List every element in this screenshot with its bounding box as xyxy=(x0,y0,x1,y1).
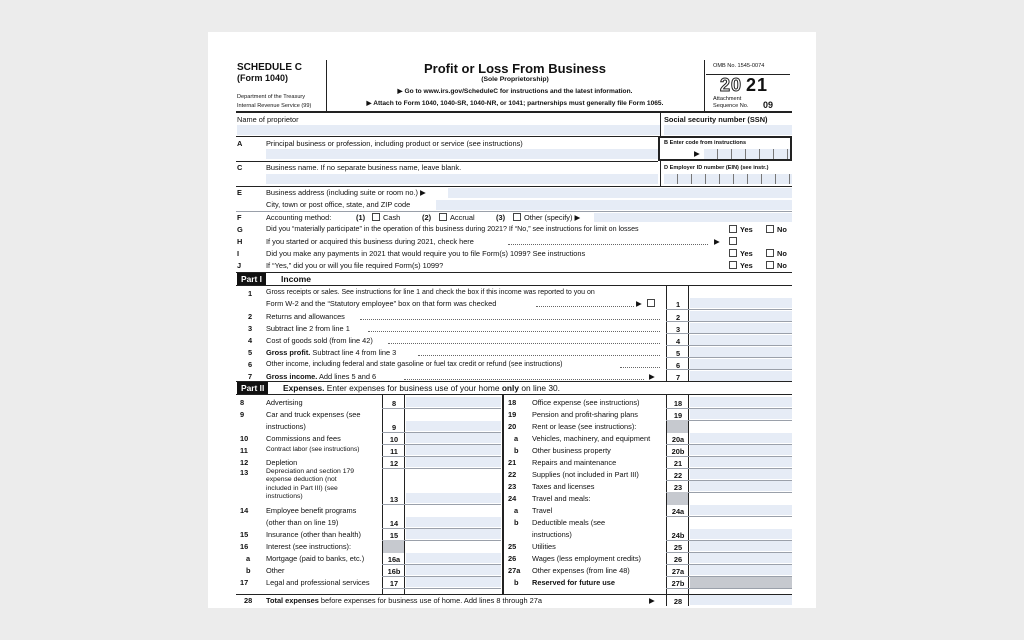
line16b-num: b xyxy=(246,566,251,575)
line14-box-label: 14 xyxy=(389,519,399,528)
line16b-box-label: 16b xyxy=(387,567,401,576)
line1-text-b: Form W-2 and the “Statutory employee” box on that form was checked xyxy=(266,299,497,308)
line27b-num: b xyxy=(514,578,519,587)
line5-text xyxy=(266,348,396,357)
line-e-text2: City, town or post office, state, and ZIP code xyxy=(266,200,411,209)
part2-title-a: Enter expenses for business use of your home xyxy=(326,383,500,393)
line4-text: Cost of goods sold (from line 42) xyxy=(266,336,373,345)
line17-amount[interactable] xyxy=(406,577,501,587)
line16b-amount[interactable] xyxy=(406,565,501,575)
line25-text: Utilities xyxy=(532,542,556,551)
line11-box-label: 11 xyxy=(390,447,398,456)
schedule-c-form: SCHEDULE C (Form 1040) Department of the Treasury Internal Revenue Service (99) Profit or Loss From Business (Sole Proprietorship) ▶ Go to www.irs.gov/ScheduleC for instructions and the latest information. ▶ Attach to Form 1040, 1040-SR, 1040-NR, or 1041; partnerships must generally file Form 1065. OMB No. 1545-0074 20 21 Attachment Sequence No. 09 Name of proprietor Social security number (SSN) A Principal business or profession, including product or service (see instructions) B Enter code from instructions ▶ C Business name. If no separate business name, leave blank. D Employer ID number (EIN) (see instr.) E Business address (including suite or room no.) ▶ City, town or post office, state, and ZIP code F Accounting method: (1) Cash (2) Accrual (3) Other (specify) ▶ G Did you “materially participate” in the operation of this business during 2021? If “No,” see instructions for limit on losses Yes No H If you started or acquired this business during 2021, check here ▶ I Did you make any payments in 2021 that would require you to file Form(s) 1099? See instructions Yes No J If “Yes,” did you or will you file required Form(s) 1099? Yes No Part I Income 1 Gross receipts or sales. See instructions for line 1 and check the box if this income was reported to you on Form W-2 and the “Statutory employee” box on that form was checked ▶ 1 2 Returns and allowances 2 3 Subtract line 2 from line 1 3 4 Cost of goods sold (from line 42) 4 5 Gross profit. Subtract line 4 from line 3 5 6 Other income, including federal and state gasoline or fuel tax credit or refund (see instructions) 6 7 Gross income. Add lines 5 and 6 ▶ 7 Part II Expenses. Enter expenses for business use of your home only on line 30. 28 Total expenses before expenses for business use of home. Add lines 8 through 27a ▶ 28 8 Advertising 8 9 Car and truck expenses (see instructions) 9 10 Commissions and fees 10 11 Contract labor (see instructions) 11 12 Depletion 12 13 Depreciation and section 179 expense deduction (not included in Part III) (see instructions) 13 14 Employee benefit programs (other than on line 19) 14 15 Insurance (other than health) 15 16 Interest (see instructions): a Mortgage (paid to banks, etc.) 16a b Other 16b 17 Legal and professional services 17 18 Office expense (see instructions) 18 19 Pension and profit-sharing plans 19 20 Rent or lease (see instructions): a Vehicles, machinery, and equipment 20a b Other business property 20b 21 Repairs and maintenance 21 22 Supplies (not included in Part III) 22 23 Taxes and licenses 23 24 Travel and meals: a Travel 24a b Deductible meals (see instructions) 24b 25 Utilities 25 26 Wages (less employment credits) 26 27a Other expenses (from line 48) 27a b Reserved for future use 27b xyxy=(208,32,816,608)
omb-number: OMB No. 1545-0074 xyxy=(713,63,765,69)
i-yes-checkbox[interactable] xyxy=(729,249,737,257)
line12-num: 12 xyxy=(240,458,249,467)
line21-amount[interactable] xyxy=(690,457,792,467)
i-yes-label: Yes xyxy=(740,249,753,258)
line24b-text-1: Deductible meals (see xyxy=(532,518,606,527)
line24a-box-label: 24a xyxy=(671,507,685,516)
line24-num: 24 xyxy=(508,494,517,503)
line15-num: 15 xyxy=(240,530,249,539)
line4-box-label: 4 xyxy=(675,337,681,346)
line27b-amount-disabled xyxy=(690,577,792,588)
accrual-checkbox[interactable] xyxy=(439,213,447,221)
line9-box-label: 9 xyxy=(391,423,397,432)
line28-box-label: 28 xyxy=(673,597,683,606)
line20a-box-label: 20a xyxy=(671,435,685,444)
line18-text: Office expense (see instructions) xyxy=(532,398,640,407)
line24-text: Travel and meals: xyxy=(532,494,591,503)
line-a-letter: A xyxy=(237,139,243,148)
line15-text: Insurance (other than health) xyxy=(266,530,361,539)
business-address-field[interactable] xyxy=(448,188,792,198)
other-method-field[interactable] xyxy=(594,213,792,222)
line1-text-a: Gross receipts or sales. See instructions for line 1 and check the box if this income was reported to you on xyxy=(266,289,595,296)
g-no-label: No xyxy=(777,225,787,234)
line22-amount[interactable] xyxy=(690,469,792,479)
ssn-field[interactable] xyxy=(664,125,792,135)
line1-box-label: 1 xyxy=(675,300,681,309)
line16a-num: a xyxy=(246,554,251,563)
line24a-num: a xyxy=(514,506,519,515)
line12-amount[interactable] xyxy=(406,457,501,467)
business-name-field[interactable] xyxy=(266,174,658,184)
sequence-number: 09 xyxy=(763,100,774,110)
line21-num: 21 xyxy=(508,458,517,467)
line27a-amount[interactable] xyxy=(690,565,792,575)
line-h-letter: H xyxy=(237,237,243,246)
line20a-amount[interactable] xyxy=(690,433,792,443)
line19-text: Pension and profit-sharing plans xyxy=(532,410,638,419)
line20b-text: Other business property xyxy=(532,446,611,455)
line24-shaded-box xyxy=(667,492,688,505)
line14-text-2: (other than on line 19) xyxy=(266,518,339,527)
line13-text-1: Depreciation and section 179 xyxy=(266,468,355,475)
line23-text: Taxes and licenses xyxy=(532,482,595,491)
g-yes-checkbox[interactable] xyxy=(729,225,737,233)
line7-num: 7 xyxy=(248,372,253,381)
g-no-checkbox[interactable] xyxy=(766,225,774,233)
line3-amount[interactable] xyxy=(690,323,792,333)
line12-box-label: 12 xyxy=(389,459,399,468)
line-b-label: B Enter code from instructions xyxy=(664,140,747,146)
line4-num: 4 xyxy=(248,336,253,345)
line20-text: Rent or lease (see instructions): xyxy=(532,422,637,431)
j-yes-checkbox[interactable] xyxy=(729,261,737,269)
i-no-checkbox[interactable] xyxy=(766,249,774,257)
dept-treasury: Department of the Treasury xyxy=(237,94,306,100)
statutory-employee-checkbox[interactable] xyxy=(647,299,655,307)
schedule-title: SCHEDULE C xyxy=(237,62,303,73)
line19-num: 19 xyxy=(508,410,517,419)
line2-amount[interactable] xyxy=(690,311,792,321)
line16a-box-label: 16a xyxy=(387,555,401,564)
line3-box-label: 3 xyxy=(675,325,681,334)
line1-amount[interactable] xyxy=(690,298,792,308)
line25-num: 25 xyxy=(508,542,517,551)
attachment-label: Attachment xyxy=(713,96,742,102)
line-j-letter: J xyxy=(237,261,242,270)
method-2-num: (2) xyxy=(422,213,432,222)
line24b-amount[interactable] xyxy=(690,529,792,539)
line6-text: Other income, including federal and state gasoline or fuel tax credit or refund (see instructions) xyxy=(266,360,563,368)
line13-box-label: 13 xyxy=(389,495,399,504)
line6-num: 6 xyxy=(248,360,253,369)
attach-instructions: ▶ Attach to Form 1040, 1040-SR, 1040-NR, or 1041; partnerships must generally file Form 1065. xyxy=(366,100,664,107)
business-code-field[interactable] xyxy=(704,149,790,159)
line-g-text: Did you “materially participate” in the operation of this business during 2021? If “No,” see instructions for limit on losses xyxy=(266,225,639,233)
line20b-box-label: 20b xyxy=(671,447,685,456)
line16a-amount[interactable] xyxy=(406,553,501,563)
line13-text-4: instructions) xyxy=(266,493,303,501)
line5-num: 5 xyxy=(248,348,253,357)
line27a-num: 27a xyxy=(508,566,521,575)
header-divider-right xyxy=(704,60,705,112)
i-no-label: No xyxy=(777,249,787,258)
ssn-label: Social security number (SSN) xyxy=(664,115,768,124)
line9-text-1: Car and truck expenses (see xyxy=(266,410,361,419)
line2-num: 2 xyxy=(248,312,253,321)
j-no-label: No xyxy=(777,261,787,270)
line4-amount[interactable] xyxy=(690,335,792,345)
line2-text: Returns and allowances xyxy=(266,312,345,321)
line5-desc: Subtract line 4 from line 3 xyxy=(312,348,397,357)
line26-num: 26 xyxy=(508,554,517,563)
line-e-text1: Business address (including suite or room no.) ▶ xyxy=(266,188,426,197)
line17-text: Legal and professional services xyxy=(266,578,370,587)
line9-text-2: instructions) xyxy=(266,422,306,431)
line8-amount[interactable] xyxy=(406,397,501,407)
form-subtitle: (Sole Proprietorship) xyxy=(481,76,549,83)
line12-text: Depletion xyxy=(266,458,298,467)
line-a-text: Principal business or profession, including product or service (see instructions) xyxy=(266,139,523,148)
line22-num: 22 xyxy=(508,470,517,479)
line10-text: Commissions and fees xyxy=(266,434,341,443)
line7-bold: Gross income. xyxy=(266,372,318,381)
line23-amount[interactable] xyxy=(690,481,792,491)
line18-box-label: 18 xyxy=(673,399,683,408)
line13-amount[interactable] xyxy=(406,493,501,503)
line8-num: 8 xyxy=(240,398,245,407)
line20-num: 20 xyxy=(508,422,517,431)
other-method-label: Other (specify) ▶ xyxy=(524,213,581,222)
line17-box-label: 17 xyxy=(389,579,399,588)
line26-amount[interactable] xyxy=(690,553,792,563)
line-c-text: Business name. If no separate business name, leave blank. xyxy=(266,163,462,172)
line14-text-1: Employee benefit programs xyxy=(266,506,357,515)
line26-box-label: 26 xyxy=(673,555,683,564)
line27a-text: Other expenses (from line 48) xyxy=(532,566,630,575)
line28-text xyxy=(266,596,542,605)
line13-num: 13 xyxy=(240,468,249,477)
line-c-letter: C xyxy=(237,163,243,172)
line11-text: Contract labor (see instructions) xyxy=(266,446,360,453)
line5-bold: Gross profit. xyxy=(266,348,311,357)
line24b-box-label: 24b xyxy=(671,531,685,540)
other-method-checkbox[interactable] xyxy=(513,213,521,221)
tax-year-suffix: 21 xyxy=(746,75,769,95)
line25-amount[interactable] xyxy=(690,541,792,551)
line23-box-label: 23 xyxy=(673,483,683,492)
name-of-proprietor-field[interactable] xyxy=(237,125,660,135)
line28-bold: Total expenses xyxy=(266,596,319,605)
line15-box-label: 15 xyxy=(389,531,399,540)
line20a-text: Vehicles, machinery, and equipment xyxy=(532,434,651,443)
line7-box-label: 7 xyxy=(675,373,681,382)
line24a-amount[interactable] xyxy=(690,505,792,515)
line15-amount[interactable] xyxy=(406,529,501,539)
accrual-label: Accrual xyxy=(450,213,475,222)
line11-num: 11 xyxy=(240,446,248,455)
line16b-text: Other xyxy=(266,566,285,575)
dept-irs: Internal Revenue Service (99) xyxy=(237,103,312,109)
line20-shaded-box xyxy=(667,420,688,433)
tax-year-prefix: 20 xyxy=(720,75,743,95)
line7-text xyxy=(266,372,376,381)
line18-amount[interactable] xyxy=(690,397,792,407)
line27b-text: Reserved for future use xyxy=(532,578,615,587)
line-i-letter: I xyxy=(237,249,240,258)
line17-num: 17 xyxy=(240,578,249,587)
ein-field[interactable] xyxy=(664,174,792,184)
line18-num: 18 xyxy=(508,398,517,407)
line-g-letter: G xyxy=(237,225,243,234)
method-1-num: (1) xyxy=(356,213,366,222)
part2-title-bold: Expenses. xyxy=(283,383,325,393)
line2-box-label: 2 xyxy=(675,313,681,322)
line16-text: Interest (see instructions): xyxy=(266,542,352,551)
line14-amount[interactable] xyxy=(406,517,501,527)
line22-box-label: 22 xyxy=(673,471,683,480)
accounting-method-label: Accounting method: xyxy=(266,213,332,222)
method-3-num: (3) xyxy=(496,213,506,222)
name-label: Name of proprietor xyxy=(237,115,299,124)
line21-box-label: 21 xyxy=(673,459,683,468)
part2-title xyxy=(283,382,560,394)
line10-box-label: 10 xyxy=(389,435,399,444)
line24b-text-2: instructions) xyxy=(532,530,572,539)
line13-text-2: expense deduction (not xyxy=(266,476,337,484)
part1-title: Income xyxy=(281,274,312,284)
line-j-text: If “Yes,” did you or will you file required Form(s) 1099? xyxy=(266,261,444,270)
line6-amount[interactable] xyxy=(690,359,792,369)
instructions-link: ▶ Go to www.irs.gov/ScheduleC for instructions and the latest information. xyxy=(397,88,633,95)
line-f-letter: F xyxy=(237,213,242,222)
line-d-label: D Employer ID number (EIN) (see instr.) xyxy=(664,165,769,171)
line23-num: 23 xyxy=(508,482,517,491)
line20a-num: a xyxy=(514,434,519,443)
line10-num: 10 xyxy=(240,434,249,443)
line28-amount[interactable] xyxy=(690,595,792,605)
line5-box-label: 5 xyxy=(675,349,681,358)
started-business-checkbox[interactable] xyxy=(729,237,737,245)
line16-shaded-box xyxy=(383,540,404,553)
line22-text: Supplies (not included in Part III) xyxy=(532,470,639,479)
line25-box-label: 25 xyxy=(673,543,683,552)
form-number: (Form 1040) xyxy=(237,73,289,83)
line3-text: Subtract line 2 from line 1 xyxy=(266,324,350,333)
line13-text-3: included in Part III) (see xyxy=(266,484,338,492)
cash-checkbox[interactable] xyxy=(372,213,380,221)
line8-box-label: 8 xyxy=(391,399,397,408)
line6-box-label: 6 xyxy=(675,361,681,370)
line10-amount[interactable] xyxy=(406,433,501,443)
line-h-text: If you started or acquired this business during 2021, check here xyxy=(266,237,474,246)
line1-num: 1 xyxy=(248,289,253,298)
line27a-box-label: 27a xyxy=(671,567,685,576)
g-yes-label: Yes xyxy=(740,225,753,234)
line21-text: Repairs and maintenance xyxy=(532,458,617,467)
part2-tag: Part II xyxy=(237,382,268,394)
form-title: Profit or Loss From Business xyxy=(423,61,607,76)
line27b-box-label: 27b xyxy=(671,579,685,588)
part2-title-only: only xyxy=(501,383,520,393)
principal-business-field[interactable] xyxy=(266,149,658,159)
line-e-letter: E xyxy=(237,188,242,197)
line24b-num: b xyxy=(514,518,519,527)
city-state-zip-field[interactable] xyxy=(436,200,792,210)
line19-box-label: 19 xyxy=(673,411,683,420)
line24a-text: Travel xyxy=(532,506,553,515)
line8-text: Advertising xyxy=(266,398,303,407)
cash-label: Cash xyxy=(383,213,401,222)
line19-amount[interactable] xyxy=(690,409,792,419)
line5-amount[interactable] xyxy=(690,347,792,357)
part1-tag: Part I xyxy=(237,273,266,285)
line7-desc: Add lines 5 and 6 xyxy=(319,372,377,381)
line28-desc: before expenses for business use of home. Add lines 8 through 27a xyxy=(320,596,542,605)
j-yes-label: Yes xyxy=(740,261,753,270)
line14-num: 14 xyxy=(240,506,249,515)
j-no-checkbox[interactable] xyxy=(766,261,774,269)
line28-num: 28 xyxy=(244,596,253,605)
sequence-label: Sequence No. xyxy=(713,103,749,109)
line16a-text: Mortgage (paid to banks, etc.) xyxy=(266,554,365,563)
line7-amount[interactable] xyxy=(690,371,792,381)
part2-title-b: on line 30. xyxy=(521,383,561,393)
line11-amount[interactable] xyxy=(406,445,501,455)
line26-text: Wages (less employment credits) xyxy=(532,554,641,563)
line-i-text: Did you make any payments in 2021 that would require you to file Form(s) 1099? See instructions xyxy=(266,249,586,258)
line20b-num: b xyxy=(514,446,519,455)
line16-num: 16 xyxy=(240,542,249,551)
line3-num: 3 xyxy=(248,324,253,333)
line9-amount[interactable] xyxy=(406,421,501,431)
line9-num: 9 xyxy=(240,410,245,419)
line20b-amount[interactable] xyxy=(690,445,792,455)
